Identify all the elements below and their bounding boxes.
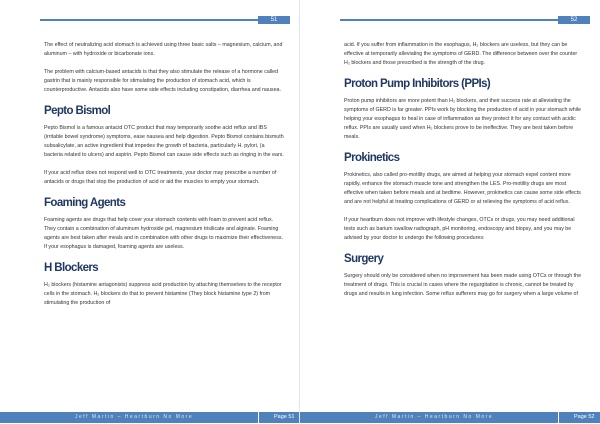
- page-footer: [0, 412, 300, 423]
- section-heading-pepto-bismol: Pepto Bismol: [44, 105, 111, 117]
- footer-page-number: Page 51: [274, 414, 295, 420]
- footer-book-title: Jeff Martin – Heartburn No More: [375, 414, 494, 420]
- section-heading-prokinetics: Prokinetics: [344, 152, 400, 164]
- footer-book-title: Jeff Martin – Heartburn No More: [75, 414, 194, 420]
- paragraph: Prokinetics, also called pro-motility drugs, are aimed at helping your stomach expel content more rapidly, enhance the stomach muscle tone and strengthen the LES. Pro-motility drugs are most effective when taken before meals and at bedtime. However, prokinetics can cause some side effects and are not helpful at treating complications of GERD or at relieving the symptoms of acid reflux.: [344, 172, 581, 205]
- page-footer: [300, 412, 600, 423]
- footer-divider: [258, 412, 259, 423]
- header-page-number: 52: [558, 16, 590, 24]
- section-heading-surgery: Surgery: [344, 253, 384, 265]
- header-rule: [340, 19, 590, 21]
- paragraph: Foaming agents are drugs that help cover your stomach contents with foam to prevent acid reflux. They contain a combination of aluminum hydroxide gel, magnesium trisilicate and alginate. Foaming agents are best taken after meals and in combination with other drugs to maximize their effectiveness. If your esophagus is damaged, foaming agents are useless.: [44, 217, 283, 250]
- footer-page-number: Page 52: [574, 414, 595, 420]
- paragraph: The effect of neutralizing acid stomach is achieved using three basic salts – magnesium, calcium, and aluminum – with hydroxide or bicarbonate ions.: [44, 42, 283, 57]
- footer-divider: [558, 412, 559, 423]
- section-heading-ppis: Proton Pump Inhibitors (PPIs): [344, 78, 491, 90]
- paragraph: H₂ blockers (histamine antagonists) suppress acid production by attaching themselves to the receptor cells in the stomach. H₂ blockers do that to prevent histamine (They block histamine type 2) from stimulating the production of: [44, 282, 282, 306]
- section-heading-h-blockers: H Blockers: [44, 262, 99, 274]
- paragraph: Pepto Bismol is a famous antacid OTC product that may temporarily soothe acid reflux and IBS (irritable bowel syndrome) symptoms, ease nausea and help digestion. Pepto Bismol contains bismuth subsalicylate, an active ingredient that impedes the growth of bacteria, particularly H. pylori, (a bacteria related to ulcers) and aspirin. Pepto Bismol can cause side effects such as ringing in the ears.: [44, 125, 284, 158]
- paragraph: acid. If you suffer from inflammation in the esophagus, H₂ blockers are useless, but they can be effective at temporarily alleviating the symptoms of GERD. The difference between over the counter H₂ blockers and those prescribed is the strength of the drug.: [344, 42, 578, 66]
- right-page: [300, 0, 600, 424]
- right-page-content: [344, 41, 584, 308]
- paragraph: If your heartburn does not improve with lifestyle changes, OTCs or drugs, you may need additional tests such as barium swallow radiograph, pH monitoring, endoscopy and biopsy, and you may be advised by your doctor to undergo the following procedures:: [344, 217, 575, 241]
- paragraph: Proton pump inhibitors are more potent than H₂ blockers, and their success rate at alleviating the symptoms of GERD is far greater. PPIs work by blocking the production of acid in your stomach while helping your esophagus to heal in case of inflammation as they protect it for any contact with acidic reflux. PPIs are usually used when H₂ blockers prove to be ineffective. They are best taken before meals.: [344, 98, 581, 140]
- header-page-number: 51: [258, 16, 290, 24]
- header-rule: [40, 19, 290, 21]
- paragraph: If your acid reflux does not respond well to OTC treatments, your doctor may prescribe a number of antacids or drugs that stop the production of acid or aid the muscles to empty your stomach.: [44, 170, 277, 185]
- left-page-content: [44, 41, 284, 317]
- paragraph: The problem with calcium-based antacids is that they also stimulate the release of a hormone called gastrin that is mainly responsible for stimulating the production of stomach acid, which is counterproductive. Antacids also have some side effects including constipation, diarrhea and nausea.: [44, 69, 281, 93]
- paragraph: Surgery should only be considered when no improvement has been made using OTCs or through the treatment of drugs. This is crucial in cases where the regurgitation is chronic, cannot be treated by drugs and results in lung infection. Some reflux sufferers may go for surgery when a large volume of: [344, 273, 582, 297]
- section-heading-foaming-agents: Foaming Agents: [44, 197, 126, 209]
